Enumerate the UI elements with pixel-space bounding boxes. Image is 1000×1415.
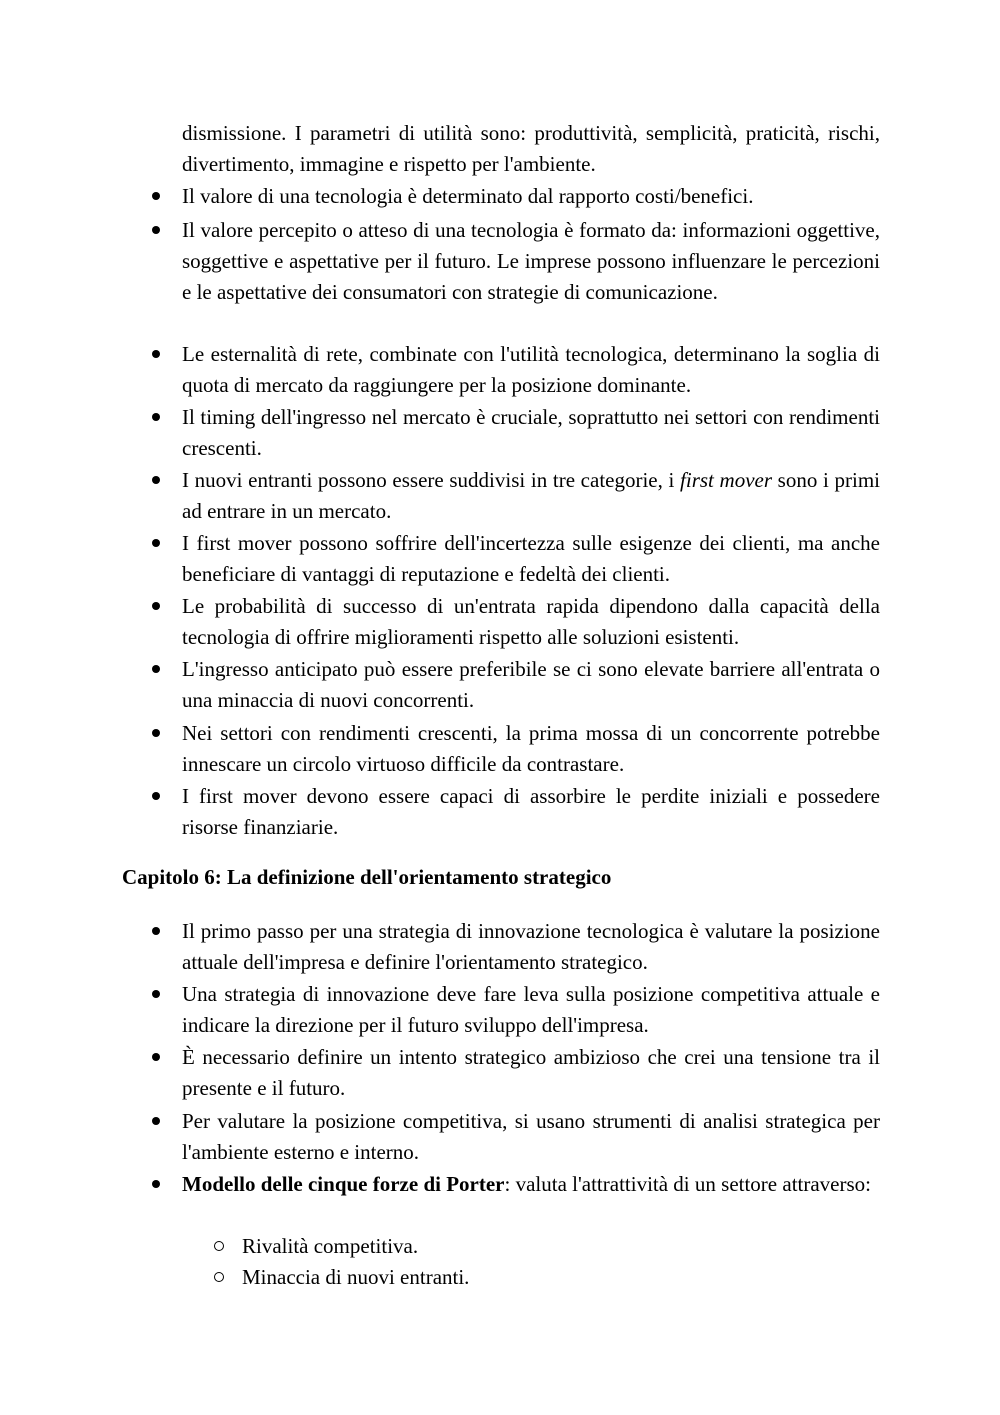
bullet-icon	[152, 602, 160, 610]
chapter-title: Capitolo 6: La definizione dell'orientamento strategico	[122, 865, 612, 889]
bullet-icon	[152, 792, 160, 800]
list-item: Il valore di una tecnologia è determinato dal rapporto costi/benefici.	[182, 181, 880, 212]
bullet-icon	[152, 192, 160, 200]
bullet-icon	[152, 1180, 160, 1188]
bullet-icon	[152, 413, 160, 421]
porter-model-term: Modello delle cinque forze di Porter	[182, 1172, 505, 1196]
first-mover-term: first mover	[680, 468, 773, 492]
list-item: Modello delle cinque forze di Porter: valuta l'attrattività di un settore attraverso:	[182, 1169, 880, 1200]
bullet-icon	[152, 1053, 160, 1061]
list-item: Una strategia di innovazione deve fare leva sulla posizione competitiva attuale e indicare la direzione per il futuro sviluppo dell'impresa.	[182, 979, 880, 1041]
sub-list-item: Rivalità competitiva.	[242, 1231, 880, 1262]
circle-bullet-icon	[214, 1272, 224, 1282]
list-item: I first mover possono soffrire dell'incertezza sulle esigenze dei clienti, ma anche beneficiare di vantaggi di reputazione e fedeltà dei clienti.	[182, 528, 880, 590]
bullet-icon	[152, 1117, 160, 1125]
list-item: Il primo passo per una strategia di innovazione tecnologica è valutare la posizione attuale dell'impresa e definire l'orientamento strategico.	[182, 916, 880, 978]
list-item: È necessario definire un intento strategico ambizioso che crei una tensione tra il presente e il futuro.	[182, 1042, 880, 1104]
list-item: Le probabilità di successo di un'entrata rapida dipendono dalla capacità della tecnologia di offrire miglioramenti rispetto alle soluzioni esistenti.	[182, 591, 880, 653]
list-item: I nuovi entranti possono essere suddivisi in tre categorie, i first mover sono i primi ad entrare in un mercato.	[182, 465, 880, 527]
list-item: Nei settori con rendimenti crescenti, la prima mossa di un concorrente potrebbe innescare un circolo virtuoso difficile da contrastare.	[182, 718, 880, 780]
bullet-icon	[152, 539, 160, 547]
list-item: L'ingresso anticipato può essere preferibile se ci sono elevate barriere all'entrata o una minaccia di nuovi concorrenti.	[182, 654, 880, 716]
bullet-icon	[152, 226, 160, 234]
list-item: Il valore percepito o atteso di una tecnologia è formato da: informazioni oggettive, soggettive e aspettative per il futuro. Le imprese possono influenzare le percezioni e le aspettative dei consumatori con strategie di comunicazione.	[182, 215, 880, 308]
bullet-icon	[152, 927, 160, 935]
bullet-icon	[152, 665, 160, 673]
bullet-icon	[152, 350, 160, 358]
bullet-icon	[152, 729, 160, 737]
bullet-icon	[152, 476, 160, 484]
list-item: Il timing dell'ingresso nel mercato è cruciale, soprattutto nei settori con rendimenti crescenti.	[182, 402, 880, 464]
sub-list-item: Minaccia di nuovi entranti.	[242, 1262, 880, 1293]
intro-continuation: dismissione. I parametri di utilità sono: produttività, semplicità, praticità, rischi, divertimento, immagine e rispetto per l'ambiente.	[182, 121, 880, 176]
circle-bullet-icon	[214, 1241, 224, 1251]
list-item: Per valutare la posizione competitiva, si usano strumenti di analisi strategica per l'ambiente esterno e interno.	[182, 1106, 880, 1168]
list-item: Le esternalità di rete, combinate con l'utilità tecnologica, determinano la soglia di quota di mercato da raggiungere per la posizione dominante.	[182, 339, 880, 401]
list-item: I first mover devono essere capaci di assorbire le perdite iniziali e possedere risorse finanziarie.	[182, 781, 880, 843]
bullet-icon	[152, 990, 160, 998]
